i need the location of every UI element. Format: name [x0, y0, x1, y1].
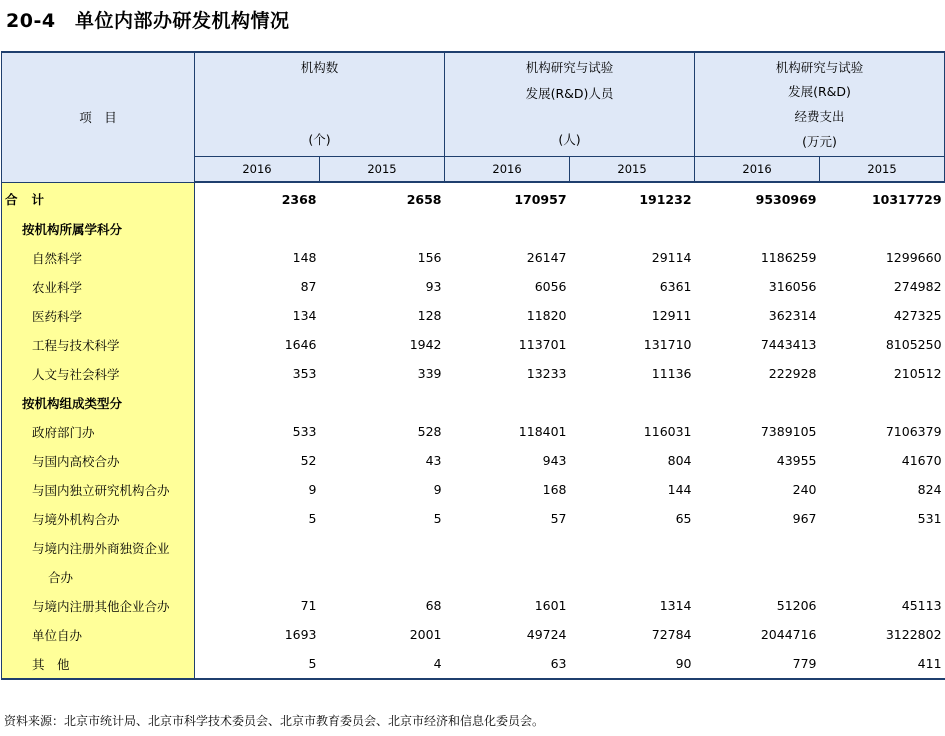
table-row	[2, 446, 945, 475]
cell-value: 26147	[526, 250, 567, 265]
table-body	[2, 182, 945, 679]
cell-value	[570, 388, 695, 417]
cell-value: 29114	[651, 250, 692, 265]
cell-value: 240	[792, 482, 817, 497]
cell-value	[320, 533, 445, 562]
cell-value: 427325	[893, 308, 942, 323]
cell-value: 2658	[406, 192, 442, 207]
column-header-institutions	[195, 52, 445, 157]
cell-value: 943	[542, 453, 567, 468]
table-row	[2, 504, 945, 533]
cell-value: 13233	[526, 366, 567, 381]
cell-value: 7106379	[885, 424, 942, 439]
year-header: 2016	[195, 157, 320, 183]
cell-value: 1601	[534, 598, 567, 613]
cell-value	[820, 388, 945, 417]
cell-value: 43	[425, 453, 442, 468]
cell-value: 531	[917, 511, 942, 526]
cell-value: 71	[300, 598, 317, 613]
cell-value: 148	[292, 250, 317, 265]
cell-value: 7389105	[760, 424, 817, 439]
cell-value	[570, 533, 695, 562]
cell-value	[445, 562, 570, 591]
cell-value: 222928	[768, 366, 817, 381]
year-header: 2015	[570, 157, 695, 183]
header-line: 机构数	[300, 60, 339, 75]
cell-value	[695, 388, 820, 417]
row-label: 与国内独立研究机构合办	[2, 475, 195, 504]
cell-value: 967	[792, 511, 817, 526]
cell-value: 9	[308, 482, 317, 497]
cell-value: 168	[542, 482, 567, 497]
cell-value	[445, 388, 570, 417]
row-label: 人文与社会科学	[2, 359, 195, 388]
cell-value: 1942	[409, 337, 442, 352]
table-row	[2, 562, 945, 591]
cell-value	[445, 214, 570, 243]
row-label: 农业科学	[2, 272, 195, 301]
row-label: 工程与技术科学	[2, 330, 195, 359]
cell-value: 90	[570, 649, 695, 679]
cell-value	[820, 562, 945, 591]
cell-value: 51206	[776, 598, 817, 613]
cell-value	[195, 562, 320, 591]
cell-value: 533	[292, 424, 317, 439]
year-header: 2015	[320, 157, 445, 183]
page-title: 20-4 单位内部办研发机构情况	[6, 10, 290, 32]
cell-value: 7443413	[760, 337, 817, 352]
cell-value: 528	[417, 424, 442, 439]
header-line: 发展(R&D)	[788, 84, 851, 100]
cell-value: 191232	[639, 192, 692, 207]
cell-value: 10317729	[871, 192, 942, 207]
table-row	[2, 649, 945, 679]
cell-value: 804	[667, 453, 692, 468]
cell-value: 3122802	[885, 627, 942, 642]
cell-value	[445, 533, 570, 562]
row-label: 合办	[2, 562, 195, 591]
cell-value: 9	[433, 482, 442, 497]
cell-value: 362314	[768, 308, 817, 323]
table-row	[2, 620, 945, 649]
cell-value	[570, 562, 695, 591]
table-row	[2, 243, 945, 272]
cell-value	[695, 214, 820, 243]
cell-value: 118401	[518, 424, 567, 439]
source-note: 资料来源：北京市统计局、北京市科学技术委员会、北京市教育委员会、北京市经济和信息化委员会。	[4, 714, 545, 728]
cell-value: 353	[292, 366, 317, 381]
row-label: 与国内高校合办	[2, 446, 195, 475]
header-unit: (个)	[308, 132, 331, 147]
header-line: 经费支出	[794, 108, 845, 124]
row-label: 合计	[2, 182, 195, 214]
cell-value: 87	[300, 279, 317, 294]
table-row	[2, 359, 945, 388]
cell-value: 1646	[284, 337, 317, 352]
header-line: 机构研究与试验	[775, 60, 864, 75]
cell-value: 6056	[534, 279, 567, 294]
cell-value: 316056	[768, 279, 817, 294]
cell-value: 131710	[643, 337, 692, 352]
table-row	[2, 533, 945, 562]
row-label: 医药科学	[2, 301, 195, 330]
cell-value: 11820	[526, 308, 567, 323]
table-row	[2, 475, 945, 504]
cell-value: 12911	[651, 308, 692, 323]
column-header-personnel	[445, 52, 695, 157]
header-unit: (万元)	[802, 133, 837, 149]
row-label: 其 他	[2, 649, 195, 679]
cell-value: 170957	[514, 192, 567, 207]
cell-value	[195, 533, 320, 562]
cell-value: 2044716	[760, 627, 817, 642]
cell-value	[820, 214, 945, 243]
cell-value: 411	[820, 649, 945, 679]
cell-value: 52	[300, 453, 317, 468]
table-row	[2, 591, 945, 620]
cell-value: 1186259	[760, 250, 817, 265]
cell-value: 5	[433, 511, 442, 526]
item-header: 项 目	[2, 52, 195, 182]
cell-value	[570, 214, 695, 243]
cell-value: 116031	[643, 424, 692, 439]
cell-value: 45113	[901, 598, 942, 613]
column-header-expenditure	[695, 52, 945, 157]
cell-value: 41670	[901, 453, 942, 468]
table-row	[2, 417, 945, 446]
cell-value: 6361	[659, 279, 692, 294]
table-row	[2, 214, 945, 243]
cell-value	[695, 562, 820, 591]
row-label: 自然科学	[2, 243, 195, 272]
row-label: 与境内注册外商独资企业	[2, 533, 195, 562]
cell-value: 43955	[776, 453, 817, 468]
cell-value: 4	[320, 649, 445, 679]
cell-value	[320, 562, 445, 591]
table-row	[2, 388, 945, 417]
cell-value	[195, 214, 320, 243]
cell-value: 65	[675, 511, 692, 526]
cell-value: 779	[695, 649, 820, 679]
cell-value	[320, 214, 445, 243]
cell-value	[320, 388, 445, 417]
cell-value: 5	[308, 511, 317, 526]
table-row	[2, 301, 945, 330]
cell-value: 210512	[893, 366, 942, 381]
year-header: 2016	[445, 157, 570, 183]
table-row	[2, 272, 945, 301]
cell-value: 1299660	[885, 250, 942, 265]
cell-value: 9530969	[755, 192, 817, 207]
table-row	[2, 182, 945, 214]
cell-value: 128	[417, 308, 442, 323]
cell-value	[695, 533, 820, 562]
cell-value: 134	[292, 308, 317, 323]
cell-value: 339	[417, 366, 442, 381]
rd-institutions-table	[1, 51, 945, 680]
cell-value	[195, 388, 320, 417]
header-unit: (人)	[558, 132, 581, 147]
cell-value: 57	[550, 511, 567, 526]
cell-value: 113701	[518, 337, 567, 352]
cell-value: 11136	[651, 366, 692, 381]
header-line: 发展(R&D)人员	[525, 86, 614, 101]
row-label: 与境内注册其他企业合办	[2, 591, 195, 620]
cell-value: 156	[417, 250, 442, 265]
row-label: 政府部门办	[2, 417, 195, 446]
year-header: 2016	[695, 157, 820, 183]
row-label: 单位自办	[2, 620, 195, 649]
cell-value: 5	[195, 649, 320, 679]
cell-value	[820, 533, 945, 562]
cell-value: 1314	[659, 598, 692, 613]
row-label: 与境外机构合办	[2, 504, 195, 533]
cell-value: 274982	[893, 279, 942, 294]
cell-value: 72784	[651, 627, 692, 642]
cell-value: 2001	[409, 627, 442, 642]
header-line: 机构研究与试验	[525, 60, 614, 75]
cell-value: 63	[445, 649, 570, 679]
row-label: 按机构所属学科分	[2, 214, 195, 243]
row-label: 按机构组成类型分	[2, 388, 195, 417]
cell-value: 1693	[284, 627, 317, 642]
cell-value: 824	[917, 482, 942, 497]
year-header: 2015	[820, 157, 945, 183]
cell-value: 68	[425, 598, 442, 613]
cell-value: 2368	[281, 192, 317, 207]
cell-value: 8105250	[885, 337, 942, 352]
cell-value: 144	[667, 482, 692, 497]
cell-value: 49724	[526, 627, 567, 642]
cell-value: 93	[425, 279, 442, 294]
table-row	[2, 330, 945, 359]
